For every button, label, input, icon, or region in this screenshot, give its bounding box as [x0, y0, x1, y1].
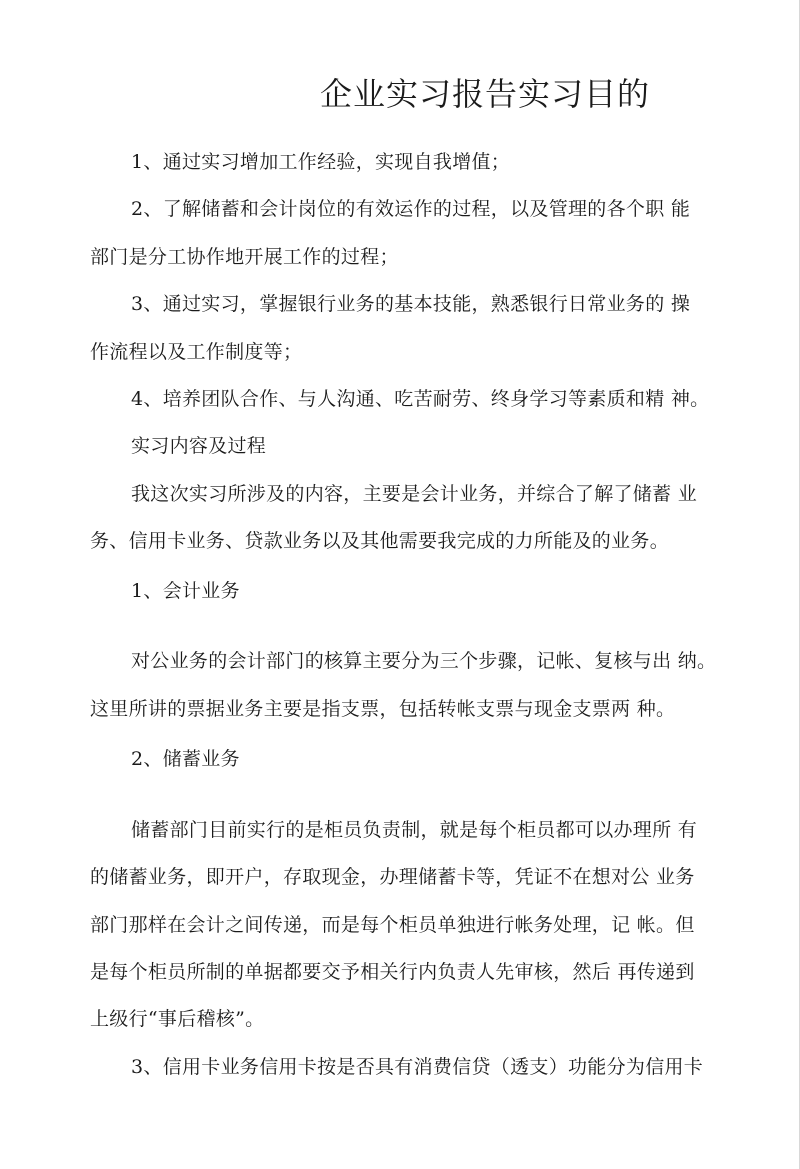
paragraph-line-goal-2b: 部门是分工协作地开展工作的过程；: [90, 246, 399, 268]
paragraph-line-content-a: 我这次实习所涉及的内容，主要是会计业务，并综合了解了储蓄 业: [131, 483, 698, 505]
paragraph-line-goal-3a: 3、通过实习，掌握银行业务的基本技能，熟悉银行日常业务的 操: [131, 293, 691, 315]
section-heading-content: 实习内容及过程: [131, 435, 267, 457]
paragraph-line-accounting-a: 对公业务的会计部门的核算主要分为三个步骤，记帐、复核与出 纳。: [131, 650, 717, 672]
paragraph-line-credit-card: 3、信用卡业务信用卡按是否具有消费信贷（透支）功能分为信用卡: [131, 1056, 704, 1078]
paragraph-line-goal-1: 1、通过实习增加工作经验，实现自我增值；: [131, 151, 511, 173]
paragraph-line-savings-e: 上级行“事后稽核”。: [90, 1008, 265, 1030]
subheading-accounting: 1、会计业务: [131, 580, 240, 602]
subheading-savings: 2、储蓄业务: [131, 748, 240, 770]
paragraph-line-accounting-b: 这里所讲的票据业务主要是指支票，包括转帐支票与现金支票两 种。: [90, 698, 676, 720]
paragraph-line-savings-d: 是每个柜员所制的单据都要交予相关行内负责人先审核，然后 再传递到: [90, 961, 695, 983]
paragraph-line-goal-3b: 作流程以及工作制度等；: [90, 341, 303, 363]
paragraph-line-savings-a: 储蓄部门目前实行的是柜员负责制，就是每个柜员都可以办理所 有: [131, 819, 698, 841]
paragraph-line-savings-c: 部门那样在会计之间传递，而是每个柜员单独进行帐务处理，记 帐。但: [90, 914, 695, 936]
paragraph-line-goal-2a: 2、了解储蓄和会计岗位的有效运作的过程，以及管理的各个职 能: [131, 198, 691, 220]
paragraph-line-savings-b: 的储蓄业务，即开户，存取现金，办理储蓄卡等，凭证不在想对公 业务: [90, 866, 695, 888]
paragraph-line-content-b: 务、信用卡业务、贷款业务以及其他需要我完成的力所能及的业务。: [90, 530, 670, 552]
paragraph-line-goal-4: 4、培养团队合作、与人沟通、吃苦耐劳、终身学习等素质和精 神。: [131, 388, 710, 410]
document-title: 企业实习报告实习目的: [320, 75, 651, 113]
